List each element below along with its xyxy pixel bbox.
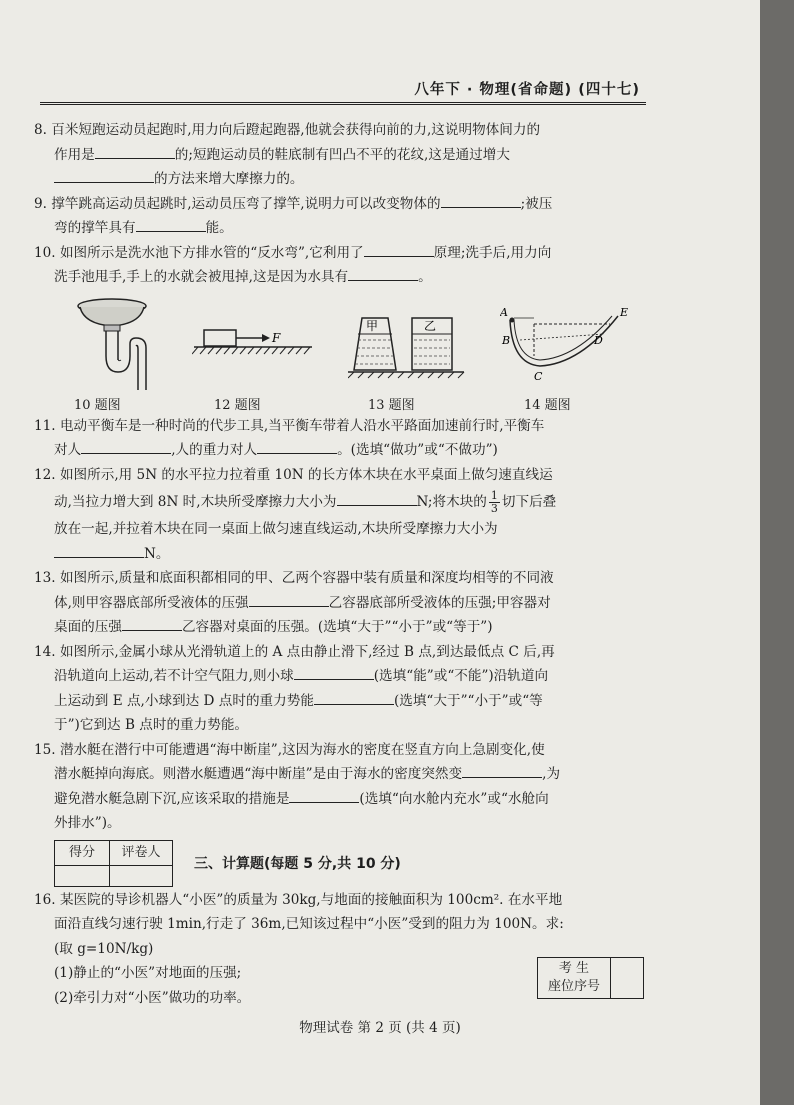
q14-blank-1[interactable] <box>294 665 374 680</box>
question-12-line-2 <box>34 487 664 517</box>
q15-blank-2[interactable] <box>289 788 359 803</box>
q12-text-a: 动,当拉力增大到 8N 时,木块所受摩擦力大小为 <box>54 494 337 510</box>
figure-13-caption: 13 题图 <box>368 397 415 413</box>
q11-text-a: 对人 <box>54 442 82 458</box>
question-14-line-4: 于”)它到达 B 点时的重力势能。 <box>54 717 249 733</box>
q10-text-d: 。 <box>418 269 432 285</box>
section-3-header <box>34 840 664 886</box>
question-15-line-3 <box>34 787 664 812</box>
q8-blank-1[interactable] <box>95 144 175 159</box>
q14-text-c: 上运动到 E 点,小球到达 D 点时的重力势能 <box>54 692 314 709</box>
question-13-line-3 <box>34 615 664 640</box>
question-14-line-1: 14. 如图所示,金属小球从光滑轨道上的 A 点由静止滑下,经过 B 点,到达最低点 C 后,再 <box>34 643 555 660</box>
page-header <box>40 72 646 105</box>
q11-blank-2[interactable] <box>257 439 337 454</box>
question-16-line-4: (1)静止的“小医”对地面的压强; <box>54 965 242 981</box>
q15-text-c: 避免潜水艇急剧下沉,应该采取的措施是 <box>54 790 290 807</box>
q14-blank-2[interactable] <box>314 690 394 705</box>
q10-blank-2[interactable] <box>348 266 418 281</box>
seat-label-line-2: 座位序号 <box>547 979 600 994</box>
figure-12-caption: 12 题图 <box>214 397 261 413</box>
q9-blank-1[interactable] <box>441 193 521 208</box>
question-8-line-3 <box>34 167 664 192</box>
point-c-label: C <box>534 369 543 383</box>
question-content <box>34 118 664 1010</box>
q8-text-c: 的方法来增大摩擦力的。 <box>154 171 304 187</box>
q10-text-c: 洗手池甩手,手上的水就会被甩掉,这是因为水具有 <box>54 269 349 285</box>
q10-text-a: 10. 如图所示是洗水池下方排水管的“反水弯”,它利用了 <box>34 244 364 261</box>
q12-text-c: 切下后叠 <box>501 494 557 510</box>
q14-text-d: (选填“大于”“小于”或“等 <box>393 692 543 709</box>
question-12-line-4 <box>34 542 664 567</box>
q14-text-b: (选填“能”或“不能”)沿轨道向 <box>373 668 549 684</box>
q10-text-b: 原理;洗手后,用力向 <box>433 244 552 261</box>
question-16-line-5: (2)牵引力对“小医”做功的功率。 <box>54 989 251 1006</box>
block-on-table-figure <box>192 294 322 392</box>
question-11-line-1: 11. 电动平衡车是一种时尚的代步工具,当平衡车带着人沿水平路面加速前行时,平衡车 <box>34 417 545 434</box>
q13-text-c: 桌面的压强 <box>54 619 122 635</box>
container-yi-label: 乙 <box>424 318 437 333</box>
q15-blank-1[interactable] <box>462 763 542 778</box>
figures-row <box>34 294 664 412</box>
question-11-line-2 <box>34 438 664 463</box>
q9-text-a: 9. 撑竿跳高运动员起跳时,运动员压弯了撑竿,说明力可以改变物体的 <box>34 195 441 212</box>
question-10-line-1 <box>34 241 664 266</box>
question-14-line-2 <box>34 664 664 689</box>
point-d-label: D <box>594 333 603 347</box>
question-12-line-3: 放在一起,并拉着木块在同一桌面上做匀速直线运动,木块所受摩擦力大小为 <box>54 521 498 537</box>
q13-blank-1[interactable] <box>249 592 329 607</box>
seat-number-box <box>537 957 644 999</box>
figure-14-caption: 14 题图 <box>524 397 571 413</box>
q15-text-b: ,为 <box>542 766 561 782</box>
curved-track-figure <box>500 294 640 392</box>
point-b-label: B <box>502 333 511 347</box>
q12-blank-1[interactable] <box>337 491 417 506</box>
question-12-line-1: 12. 如图所示,用 5N 的水平拉力拉着重 10N 的长方体木块在水平桌面上做匀速直线运 <box>34 466 553 483</box>
two-containers-figure <box>348 294 478 392</box>
question-13-line-2 <box>34 591 664 616</box>
page-footer: 物理试卷 第 2 页 (共 4 页) <box>299 1020 461 1036</box>
figure-10-caption: 10 题图 <box>74 397 121 413</box>
q11-text-c: 。(选填“做功”或“不做功”) <box>337 442 498 458</box>
fraction-numerator: 1 <box>490 489 498 502</box>
score-entry-cell[interactable] <box>55 866 110 887</box>
q9-text-b: ;被压 <box>520 195 553 212</box>
background-edge <box>760 0 794 1105</box>
q13-blank-2[interactable] <box>122 616 182 631</box>
question-15-line-4: 外排水”)。 <box>54 815 121 831</box>
question-16-line-3: (取 g=10N/kg) <box>54 940 154 957</box>
q13-text-b: 乙容器底部所受液体的压强;甲容器对 <box>328 594 551 611</box>
question-16-line-2: 面沿直线匀速行驶 1min,行走了 36m,已知该过程中“小医”受到的阻力为 100N。求: <box>54 916 564 932</box>
q10-blank-1[interactable] <box>364 242 434 257</box>
q9-blank-2[interactable] <box>136 217 206 232</box>
question-8-line-2 <box>34 143 664 168</box>
one-third-fraction <box>489 490 500 515</box>
q9-text-c: 弯的撑竿具有 <box>54 220 136 236</box>
q11-text-b: ,人的重力对人 <box>171 442 258 458</box>
section-3-title: 三、计算题(每题 5 分,共 10 分) <box>194 855 401 872</box>
fraction-denominator: 3 <box>490 502 498 515</box>
header-title: 八年下 · 物理(省命题) (四十七) <box>414 82 640 98</box>
question-15-line-2 <box>34 762 664 787</box>
container-jia-label: 甲 <box>366 318 379 333</box>
grader-label: 评卷人 <box>110 840 173 866</box>
q8-text-b: 的;短跑运动员的鞋底制有凹凸不平的花纹,这是通过增大 <box>174 146 510 163</box>
q13-text-d: 乙容器对桌面的压强。(选填“大于”“小于”或“等于”) <box>181 619 493 635</box>
q9-text-d: 能。 <box>205 220 233 236</box>
q11-blank-1[interactable] <box>81 439 171 454</box>
q8-text-a: 作用是 <box>54 146 95 163</box>
seat-label-line-1: 考 生 <box>558 961 590 976</box>
q12-blank-2[interactable] <box>54 543 144 558</box>
q12-text-b: N;将木块的 <box>416 494 487 510</box>
question-10-line-2 <box>34 265 664 290</box>
q12-text-d: N。 <box>144 545 170 562</box>
score-label: 得分 <box>55 840 110 866</box>
score-table <box>54 840 173 888</box>
grader-entry-cell[interactable] <box>110 866 173 887</box>
q13-text-a: 体,则甲容器底部所受液体的压强 <box>54 594 249 611</box>
question-13-line-1: 13. 如图所示,质量和底面积都相同的甲、乙两个容器中装有质量和深度均相等的不同液 <box>34 570 554 586</box>
question-8-line-1: 8. 百米短跑运动员起跑时,用力向后蹬起跑器,他就会获得向前的力,这说明物体间力的 <box>34 122 541 138</box>
q15-text-a: 潜水艇掉向海底。则潜水艇遭遇“海中断崖”是由于海水的密度突然变 <box>54 766 463 782</box>
point-e-label: E <box>620 305 629 319</box>
question-16-line-1: 16. 某医院的导诊机器人“小医”的质量为 30kg,与地面的接触面积为 100cm². 在水平地 <box>34 891 563 908</box>
sink-trap-figure <box>74 294 164 392</box>
question-9-line-1 <box>34 192 664 217</box>
question-9-line-2 <box>34 216 664 241</box>
force-label: F <box>272 330 281 345</box>
seat-number-label <box>538 958 611 999</box>
q15-text-d: (选填“向水舱内充水”或“水舱向 <box>359 790 549 807</box>
question-15-line-1: 15. 潜水艇在潜行中可能遭遇“海中断崖”,这因为海水的密度在竖直方向上急剧变化,使 <box>34 741 545 758</box>
question-14-line-3 <box>34 689 664 714</box>
point-a-label: A <box>500 305 508 319</box>
seat-number-field[interactable] <box>611 958 644 999</box>
q14-text-a: 沿轨道向上运动,若不计空气阻力,则小球 <box>54 668 294 684</box>
q8-blank-2[interactable] <box>54 168 154 183</box>
